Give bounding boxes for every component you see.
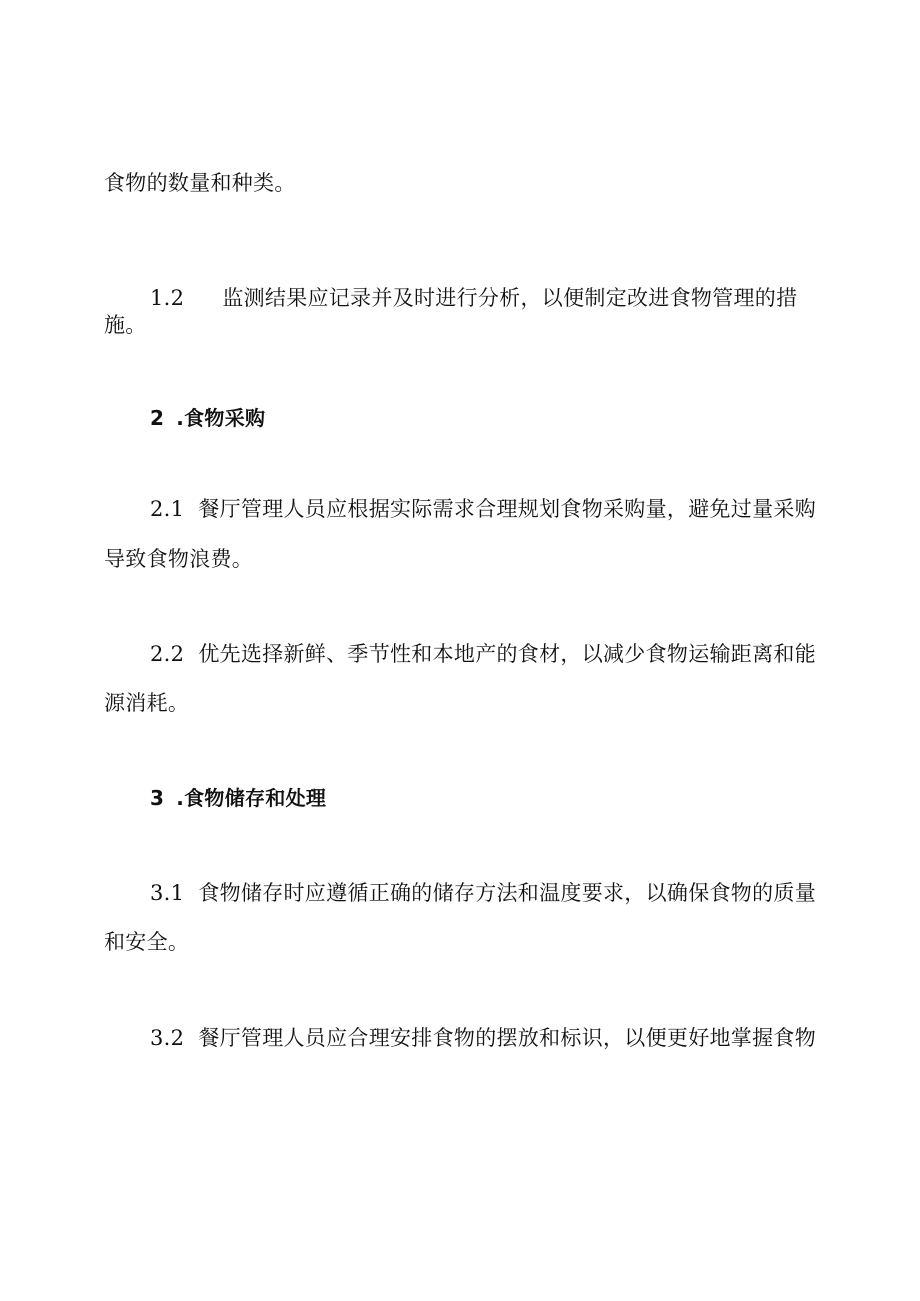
section-title: .食物储存和处理 [176, 786, 327, 810]
section-number: 3 [150, 786, 165, 810]
item-number: 3.2 [150, 1026, 185, 1050]
item-2-1-line-2 [104, 547, 253, 571]
item-text: 导致食物浪费。 [104, 547, 254, 571]
item-2-1-line-1 [150, 497, 816, 521]
item-text: 源消耗。 [104, 691, 190, 715]
item-number: 2.1 [150, 497, 185, 521]
item-2-2-line-2 [104, 691, 189, 715]
item-text: 和安全。 [104, 930, 190, 954]
item-text: 餐厅管理人员应合理安排食物的摆放和标识，以便更好地掌握食物 [198, 1026, 817, 1050]
item-text: 监测结果应记录并及时进行分析，以便制定改进食物管理的措 [222, 286, 798, 310]
item-text: 优先选择新鲜、季节性和本地产的食材，以减少食物运输距离和能 [198, 642, 817, 666]
item-text: 食物储存时应遵循正确的储存方法和温度要求，以确保食物的质量 [198, 881, 817, 905]
section-heading-3 [150, 786, 326, 810]
item-text: 餐厅管理人员应根据实际需求合理规划食物采购量，避免过量采购 [198, 497, 817, 521]
paragraph-continuation [104, 171, 296, 195]
section-heading-2 [150, 406, 265, 430]
section-number: 2 [150, 406, 165, 430]
item-3-2-line-1 [150, 1026, 816, 1050]
item-number: 3.1 [150, 881, 185, 905]
item-2-2-line-1 [150, 642, 816, 666]
item-number: 2.2 [150, 642, 185, 666]
item-1-2-line-2 [104, 313, 147, 337]
section-title: .食物采购 [176, 406, 266, 430]
paragraph-text: 食物的数量和种类。 [104, 171, 296, 195]
item-3-1-line-1 [150, 881, 816, 905]
item-number: 1.2 [150, 286, 185, 310]
item-3-1-line-2 [104, 930, 189, 954]
item-1-2-line-1 [150, 286, 797, 310]
item-text: 施。 [104, 313, 147, 337]
